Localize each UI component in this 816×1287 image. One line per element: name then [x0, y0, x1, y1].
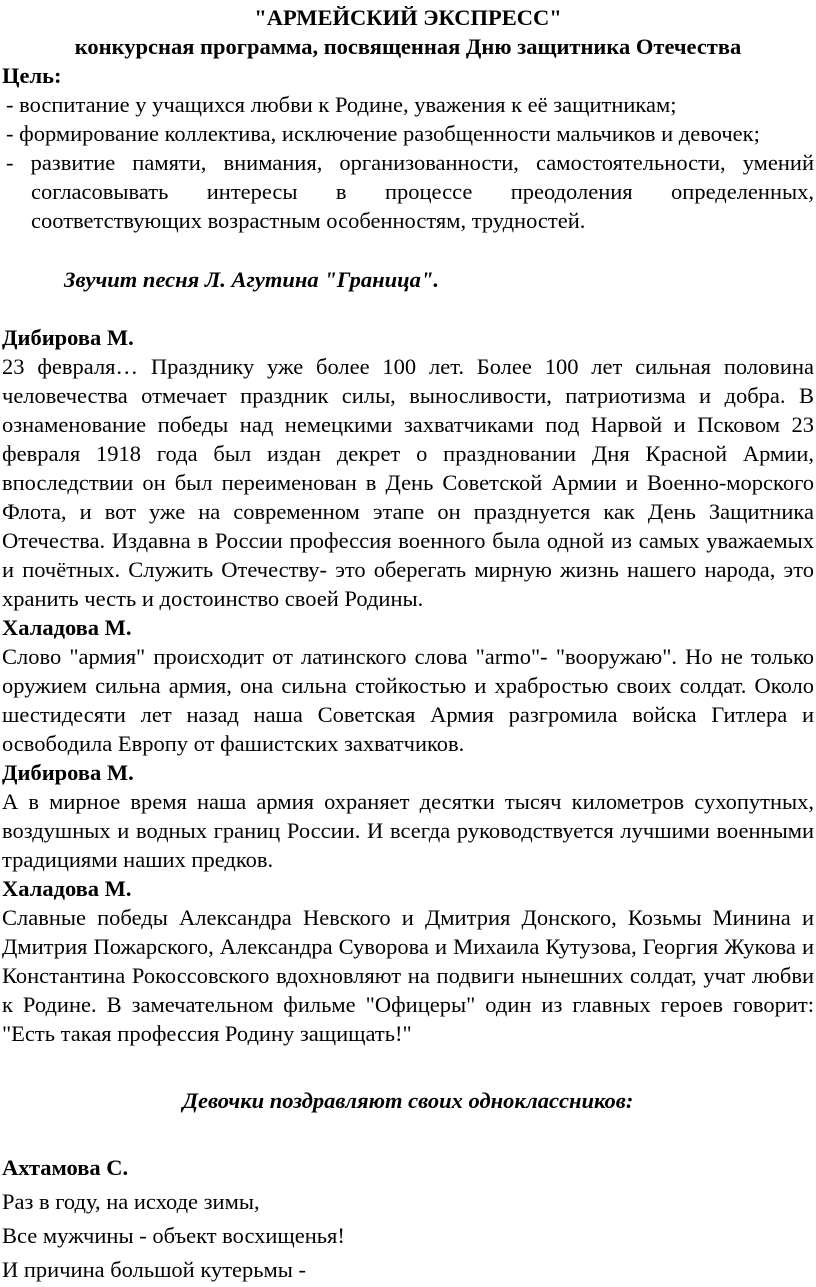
poem-block — [2, 1151, 814, 1287]
spacer — [2, 1048, 814, 1086]
spacer — [2, 235, 814, 257]
speech-text: Слово "армия" происходит от латинского слова "armo"- "вооружаю". Но не только оружием сильна армия, она сильна стойкостью и храбростью своих солдат. Около шестидесяти лет назад наша Советская Армия разгромила войска Гитлера и освободила Европу от фашистских захватчиков. — [2, 644, 814, 756]
poem-speaker: Ахтамова С. — [2, 1155, 129, 1180]
spacer — [2, 294, 814, 323]
spacer — [2, 1115, 814, 1151]
goal-item: - формирование коллектива, исключение разобщенности мальчиков и девочек; — [6, 121, 760, 146]
poem-line: Все мужчины - объект восхищенья! — [2, 1223, 345, 1248]
document-subtitle: конкурсная программа, посвященная Дню защитника Отечества — [74, 34, 742, 59]
speaker-name: Халадова М. — [2, 876, 132, 901]
speech-text: Славные победы Александра Невского и Дмитрия Донского, Козьмы Минина и Дмитрия Пожарского, Александра Суворова и Михаила Кутузова, Георгия Жукова и Константина Рокоссовского вдохновляют на подвиги нынешних солдат, учат любви к Родине. В замечательном фильме "Офицеры" один из главных героев говорит: "Есть такая профессия Родину защищать!" — [2, 905, 814, 1046]
speaker-name: Дибирова М. — [2, 325, 134, 350]
poem-line: Раз в году, на исходе зимы, — [2, 1189, 260, 1214]
speech-text: А в мирное время наша армия охраняет десятки тысяч километров сухопутных, воздушных и водных границ России. И всегда руководствуется лучшими военными традициями наших предков. — [2, 789, 814, 872]
document-title: "АРМЕЙСКИЙ ЭКСПРЕСС" — [254, 5, 562, 30]
speaker-name: Дибирова М. — [2, 760, 134, 785]
speech-text: 23 февраля… Празднику уже более 100 лет. Более 100 лет сильная половина человечества отмечает праздник силы, выносливости, патриотизма и добра. В ознаменование победы над немецкими захватчиками под Нарвой и Псковом 23 февраля 1918 года был издан декрет о праздновании Дня Красной Армии, впоследствии он был переименован в День Советской Армии и Военно-морского Флота, и вот уже на современном этапе он празднуется как День Защитника Отечества. Издавна в России профессия военного была одной из самых уважаемых и почётных. Служить Отечеству- это оберегать мирную жизнь нашего народа, это хранить честь и достоинство своей Родины. — [2, 354, 814, 611]
goal-item: - воспитание у учащихся любви к Родине, уважения к её защитникам; — [6, 92, 677, 117]
song-note: Звучит песня Л. Агутина "Граница". — [64, 267, 440, 292]
speaker-name: Халадова М. — [2, 615, 132, 640]
goal-label: Цель: — [2, 63, 62, 88]
poem-line: И причина большой кутерьмы - — [2, 1257, 307, 1282]
goal-item: - развитие памяти, внимания, организованности, самостоятельности, умений согласовывать интересы в процессе преодоления определенных, соответствующих возрастным особенностям, трудностей. — [6, 150, 814, 233]
girls-note: Девочки поздравляют своих одноклассников: — [182, 1088, 634, 1113]
